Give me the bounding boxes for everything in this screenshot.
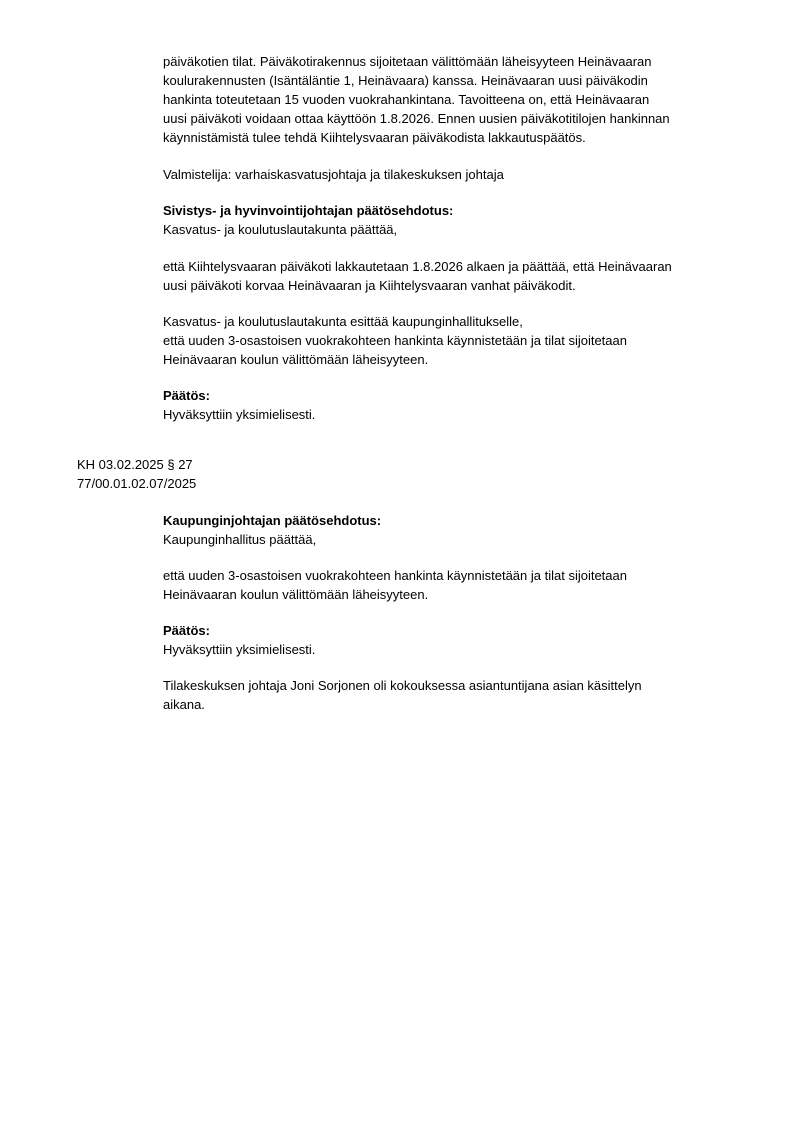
text-line: että uuden 3-osastoisen vuokrakohteen hankinta käynnistetään ja tilat sijoitetaan <box>163 333 627 348</box>
text-line: hankinta toteutetaan 15 vuoden vuokrahankintana. Tavoitteena on, että Heinävaaran <box>163 92 650 107</box>
text-line: että Kiihtelysvaaran päiväkoti lakkautetaan 1.8.2026 alkaen ja päättää, että Heinävaaran <box>163 259 672 274</box>
proposal1-section <box>163 201 753 239</box>
text-line: päiväkotien tilat. Päiväkotirakennus sijoitetaan välittömään läheisyyteen Heinävaaran <box>163 54 652 69</box>
record-number: 77/00.01.02.07/2025 <box>77 476 197 491</box>
proposal2-heading: Kaupunginjohtajan päätösehdotus: <box>163 513 382 528</box>
proposal2-decision-text <box>163 566 753 604</box>
proposal2-decider: Kaupunginhallitus päättää, <box>163 532 317 547</box>
text-line: Kasvatus- ja koulutuslautakunta esittää kaupunginhallitukselle, <box>163 314 523 329</box>
preparer-text: Valmistelija: varhaiskasvatusjohtaja ja tilakeskuksen johtaja <box>163 167 504 182</box>
proposal1-board-proposal <box>163 312 753 369</box>
text-line: uusi päiväkoti voidaan ottaa käyttöön 1.8.2026. Ennen uusien päiväkotitilojen hankinnan <box>163 111 670 126</box>
proposal2-section <box>163 511 753 549</box>
text-line: että uuden 3-osastoisen vuokrakohteen hankinta käynnistetään ja tilat sijoitetaan <box>163 568 627 583</box>
text-line: Heinävaaran koulun välittömään läheisyyteen. <box>163 352 429 367</box>
proposal1-heading: Sivistys- ja hyvinvointijohtajan päätösehdotus: <box>163 203 454 218</box>
intro-paragraph <box>163 52 753 147</box>
text-line: käynnistämistä tulee tehdä Kiihtelysvaaran päiväkodista lakkautuspäätös. <box>163 130 586 145</box>
decision-heading: Päätös: <box>163 388 210 403</box>
decision-heading: Päätös: <box>163 623 210 638</box>
proposal1-decision-text <box>163 257 753 295</box>
meeting-ref: KH 03.02.2025 § 27 <box>77 457 193 472</box>
text-line: Heinävaaran koulun välittömään läheisyyteen. <box>163 587 429 602</box>
preparer-line <box>163 165 753 184</box>
text-line: uusi päiväkoti korvaa Heinävaaran ja Kiihtelysvaaran vanhat päiväkodit. <box>163 278 576 293</box>
text-line: Tilakeskuksen johtaja Joni Sorjonen oli kokouksessa asiantuntijana asian käsittelyn <box>163 678 642 693</box>
expert-note <box>163 676 753 714</box>
meeting-reference <box>77 455 196 493</box>
decision-text: Hyväksyttiin yksimielisesti. <box>163 642 316 657</box>
proposal2-decision <box>163 621 753 659</box>
proposal1-decider: Kasvatus- ja koulutuslautakunta päättää, <box>163 222 398 237</box>
proposal1-decision <box>163 386 753 424</box>
text-line: koulurakennusten (Isäntäläntie 1, Heinävaara) kanssa. Heinävaaran uusi päiväkodin <box>163 73 648 88</box>
decision-text: Hyväksyttiin yksimielisesti. <box>163 407 316 422</box>
text-line: aikana. <box>163 697 205 712</box>
